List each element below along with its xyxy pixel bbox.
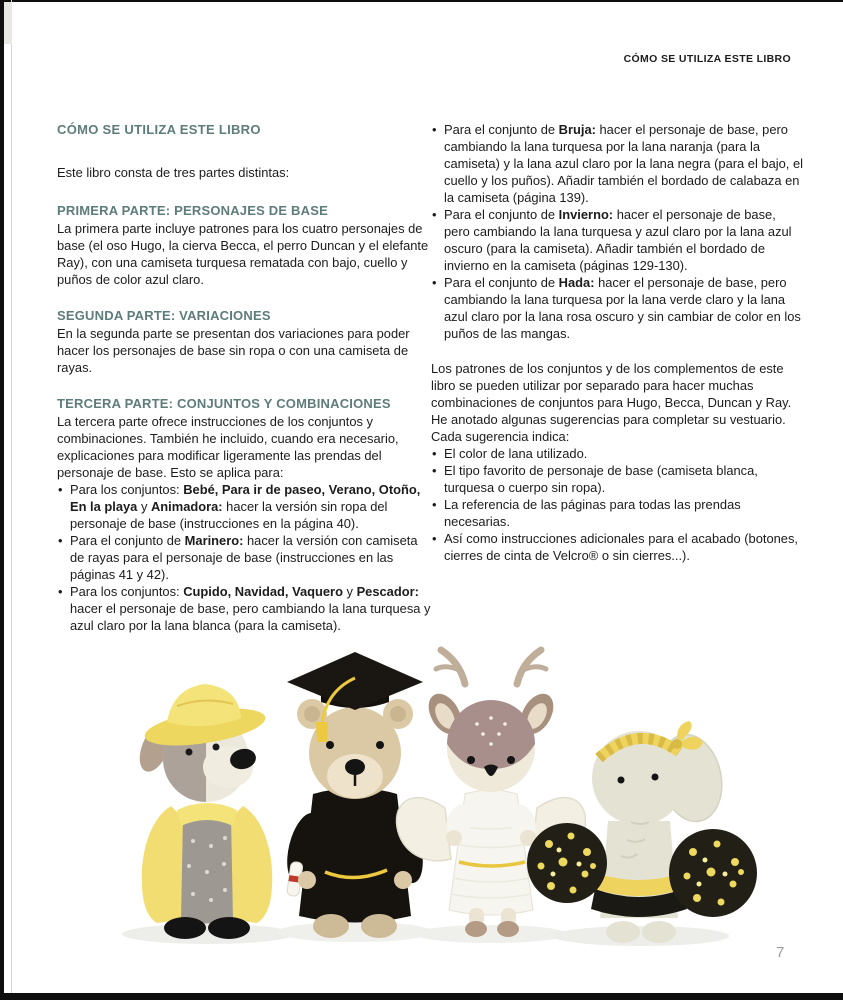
floor-shadow bbox=[553, 926, 729, 946]
page-number: 7 bbox=[776, 944, 785, 961]
left-bullet-list bbox=[57, 481, 431, 634]
dolls-photo bbox=[93, 626, 761, 960]
bold-text: Hada: bbox=[558, 275, 595, 290]
pompom-right bbox=[669, 829, 757, 917]
left-column bbox=[57, 121, 431, 634]
bullet-item bbox=[431, 445, 803, 462]
text: y bbox=[342, 584, 357, 599]
text: Así como instrucciones adicionales para el acabado (botones, cierres de cinta de Velcro® o sin cierres...). bbox=[444, 531, 798, 563]
text: Para el conjunto de bbox=[70, 533, 185, 548]
bullet-item bbox=[431, 206, 803, 274]
suggestions-bullet-list bbox=[431, 445, 803, 564]
text: hacer el personaje de base, pero cambiando la lana turquesa y azul claro por la lana blanca (para la camiseta). bbox=[70, 601, 431, 633]
text: El color de lana utilizado. bbox=[444, 446, 588, 461]
bullet-item bbox=[431, 274, 803, 342]
bullet-item bbox=[431, 462, 803, 496]
bullet-item bbox=[431, 496, 803, 530]
text: La referencia de las páginas para todas las prendas necesarias. bbox=[444, 497, 741, 529]
bullet-item bbox=[57, 532, 431, 583]
section-heading-primera-parte: PRIMERA PARTE: PERSONAJES DE BASE bbox=[57, 203, 328, 218]
bold-text: Cupido, Navidad, Vaquero bbox=[183, 584, 343, 599]
text: Para los conjuntos: bbox=[70, 584, 184, 599]
right-column bbox=[431, 121, 803, 564]
floor-shadow bbox=[122, 924, 294, 944]
bold-text: Bruja: bbox=[558, 122, 596, 137]
page-edge-top bbox=[0, 0, 843, 2]
running-header: CÓMO SE UTILIZA ESTE LIBRO bbox=[623, 53, 791, 65]
section-body-primera-parte bbox=[57, 220, 431, 288]
text: hacer el personaje de base, pero cambiando la lana turquesa y azul claro por la lana azul oscuro (para la camiseta). Añadir también el bordado de invierno en la camiseta (páginas 129-130). bbox=[444, 207, 792, 273]
doll-bear-graduate bbox=[281, 652, 429, 938]
right-bullet-list bbox=[431, 121, 803, 342]
text: Para los conjuntos: bbox=[70, 482, 184, 497]
scan-corner-artifact bbox=[4, 2, 12, 44]
text: hacer la versión sin ropa del personaje de base (instrucciones en la página 40). bbox=[70, 499, 388, 531]
doll-elephant-cheerleader bbox=[527, 721, 757, 943]
text: La primera parte incluye patrones para los cuatro personajes de base (el oso Hugo, la cierva Becca, el perro Duncan y el elefante Ray), con una camiseta turquesa rematada con bajo, cuello y puños de color azul claro. bbox=[57, 221, 429, 287]
section-body-tercera-parte bbox=[57, 413, 431, 481]
text: Para el conjunto de bbox=[444, 207, 559, 222]
floor-shadow bbox=[277, 922, 433, 942]
bold-text: Bebé, Para ir de paseo, Verano, Otoño, En la playa bbox=[70, 482, 421, 514]
intro-text: Este libro consta de tres partes distintas: bbox=[57, 165, 290, 180]
bullet-item bbox=[57, 481, 431, 532]
text: y bbox=[137, 499, 151, 514]
section-body-segunda-parte bbox=[57, 325, 431, 376]
dolls-photo-illustration bbox=[93, 626, 761, 960]
pompom-left bbox=[527, 823, 607, 903]
bullet-item bbox=[431, 530, 803, 564]
bold-text: Invierno: bbox=[558, 207, 614, 222]
text: La tercera parte ofrece instrucciones de los conjuntos y combinaciones. También he incluido, cuando era necesario, explicaciones para modificar ligeramente las prendas del personaje de base. Esto se aplica para: bbox=[57, 414, 399, 480]
floor-shadow bbox=[415, 925, 567, 943]
text: hacer el personaje de base, pero cambiando la lana turquesa por la lana verde claro y la lana azul claro por la lana rosa oscuro y sin cambiar de color en los puños de las mangas. bbox=[444, 275, 801, 341]
bullet-item bbox=[431, 121, 803, 206]
doll-dog-raincoat bbox=[134, 684, 273, 939]
text: hacer la versión con camiseta de rayas para el personaje de base (instrucciones en las páginas 41 y 42). bbox=[70, 533, 418, 582]
bold-text: Marinero: bbox=[184, 533, 244, 548]
text: Para el conjunto de bbox=[444, 275, 559, 290]
section-heading-segunda-parte: SEGUNDA PARTE: VARIACIONES bbox=[57, 308, 271, 323]
text: Para el conjunto de bbox=[444, 122, 559, 137]
section-heading-tercera-parte: TERCERA PARTE: CONJUNTOS Y COMBINACIONES bbox=[57, 396, 391, 411]
text: En la segunda parte se presentan dos variaciones para poder hacer los personajes de base sin ropa o con una camiseta de rayas. bbox=[57, 326, 410, 375]
bold-text: Animadora: bbox=[150, 499, 223, 514]
page-spine-line bbox=[11, 0, 12, 993]
bold-text: Pescador: bbox=[356, 584, 419, 599]
page-edge-bottom bbox=[0, 993, 843, 1000]
text: Los patrones de los conjuntos y de los complementos de este libro se pueden utilizar por separado para hacer muchas combinaciones de conjuntos para Hugo, Becca, Duncan y Ray. He anotado algunas sugerencias para completar su vestuario. Cada sugerencia indica: bbox=[431, 361, 792, 444]
combinations-paragraph bbox=[431, 360, 803, 445]
text: El tipo favorito de personaje de base (camiseta blanca, turquesa o cuerpo sin ropa). bbox=[444, 463, 758, 495]
page-title: CÓMO SE UTILIZA ESTE LIBRO bbox=[57, 122, 261, 137]
text: hacer el personaje de base, pero cambiando la lana turquesa por la lana naranja (para la camiseta) y la lana azul claro por la lana negra (para el bajo, el cuello y los puños). Añadir también el bordado de calabaza en la camiseta (página 139). bbox=[444, 122, 803, 205]
page-edge-left bbox=[0, 0, 4, 1000]
